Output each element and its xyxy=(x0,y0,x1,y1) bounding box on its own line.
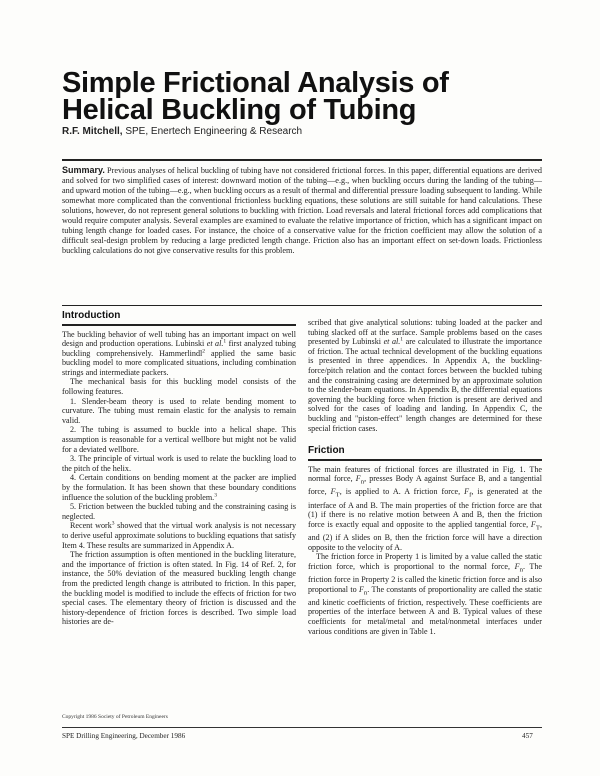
footer-divider xyxy=(62,727,542,728)
intro-item-3: 3. The principle of virtual work is used to relate the buckling load to the pitch of the helix. xyxy=(62,454,296,473)
intro-paragraph-2: The mechanical basis for this buckling model consists of the following features. xyxy=(62,377,296,397)
section-gap xyxy=(308,433,542,445)
summary-divider xyxy=(62,305,542,306)
intro-item-1: 1. Slender-beam theory is used to relate bending moment to curvature. The tubing must remain elastic for the analysis to remain valid. xyxy=(62,396,296,425)
intro-item-4: 4. Certain conditions on bending moment at the packer are implied by the formulation. It has been shown that these boundary conditions influence the solution of the buckling problem.$^3$ xyxy=(62,473,296,502)
summary-text: Previous analyses of helical buckling of tubing have not considered frictional forces. In this paper, differential equations are derived and solved for two simplified cases of interest: downward motion of the tubing—e.g., when buckling occurs during the landing of the tubing—and upward motion of the tubing—e.g., when buckling occurs as a result of thermal and differential pressure loading subsequent to landing. While somewhat more complicated than the conventional frictionless buckling equations, these solutions are still suitable for hand calculations. These solutions, however, do not represent general solutions to buckling with friction. Load reversals and lateral frictional forces add complications that would require computer analysis. Several examples are examined to evaluate the relative importance of friction, which has a significant impact on tubing length change for loaded cases. For instance, the choice of a conservative value for the friction coefficient may allow the solution of a difficult seal-design problem by reducing a large predicted length change. Friction also has an important effect on set-down loads. Frictionless buckling calculations do not give conservative results for this problem. xyxy=(62,166,542,255)
copyright-notice: Copyright 1986 Society of Petroleum Engineers xyxy=(62,714,168,720)
intro-paragraph-3: Recent work$^3$ showed that the virtual work analysis is not necessary to derive useful approximate solutions to buckling equations that satisfy Item 4. These results are summarized in Appendix A. xyxy=(62,520,296,550)
friction-paragraph-2: The friction force in Property 1 is limited by a value called the static friction force, which is proportional to the normal force, $F_n$. The friction force in Property 2 is called the kinetic friction force and is also proportional to $F_n$. The constants of proportionality are called the static and kinetic coefficients of friction, respectively. These coefficients are properties of the interface between A and B. Typical values of these coefficients for metal/metal and metal/nonmetal interfaces under various conditions are given in Table 1. xyxy=(308,552,543,636)
friction-heading-rule xyxy=(308,459,542,461)
intro-continued-paragraph: scribed that give analytical solutions: tubing loaded at the packer and tubing slacked off at the surface. Sample problems based on the cases presented by Lubinski et al.$^1$ are calculated to illustrate the importance of friction. The actual technical development of the buckling equations is presented in three appendices. In Appendix A, the buckling-force/pitch relation and the contact forces between the buckled tubing and the constraining casing are determined by an approximate solution to the slender-beam equations. In Appendix B, the differential equations governing the buckling force when friction is present are derived and solved for the cases of loading and landing. In Appendix C, the buckling and "piston-effect" length changes are determined for these special friction cases. xyxy=(308,318,542,433)
friction-heading: Friction xyxy=(308,445,345,457)
intro-item-5: 5. Friction between the buckled tubing and the constraining casing is neglected. xyxy=(62,502,296,521)
friction-paragraph-1: The main features of frictional forces are illustrated in Fig. 1. The normal force, $F_n$, presses Body A against Surface B, and a tangential force, $F_T$, is applied to A. A friction force, $F_f$, is generated at the interface of A and B. The main properties of the friction force are that (1) if there is no relative motion between A and B, then the friction force is exactly equal and opposite to the applied tangential force, $F_T$, and (2) if A slides on B, then the friction force will have a direction opposite to the velocity of A. xyxy=(308,464,543,552)
left-column xyxy=(62,310,296,627)
title-line-1: Simple Frictional Analysis of xyxy=(62,67,449,99)
summary-lead: Summary. xyxy=(62,165,105,175)
top-divider xyxy=(62,159,542,161)
paper-title xyxy=(62,67,542,126)
journal-footer: SPE Drilling Engineering, December 1986 xyxy=(62,732,186,740)
page-number: 457 xyxy=(522,732,533,740)
author-line xyxy=(62,126,542,137)
summary-abstract xyxy=(62,165,542,256)
author-name: R.F. Mitchell, xyxy=(62,126,123,137)
introduction-heading: Introduction xyxy=(62,310,121,321)
intro-paragraph-1: The buckling behavior of well tubing has an important impact on well design and production operations. Lubinski et al.$^1$ first analyzed tubing buckling comprehensively. Hammerlindl$^2$ applied the same basic buckling model to more complicated situations, including combination strings and intermediate packers. xyxy=(62,329,296,377)
right-column xyxy=(308,318,542,636)
intro-item-2: 2. The tubing is assumed to buckle into a helical shape. This assumption is reasonable for a vertical wellbore but might not be valid for a deviated wellbore. xyxy=(62,425,296,454)
introduction-heading-rule xyxy=(62,324,296,326)
title-line-2: Helical Buckling of Tubing xyxy=(62,94,417,126)
author-affiliation: SPE, Enertech Engineering & Research xyxy=(122,126,303,137)
intro-paragraph-4: The friction assumption is often mentioned in the buckling literature, and the importance of friction is often stated. In Fig. 14 of Ref. 2, for instance, the 50% deviation of the measured buckling length change from the predicted length change is attributed to friction. In this paper, the buckling model is modified to include the effects of friction for two special cases. The elementary theory of friction is discussed and the history-dependence of friction forces is described. Two simple load histories are de- xyxy=(62,550,296,627)
